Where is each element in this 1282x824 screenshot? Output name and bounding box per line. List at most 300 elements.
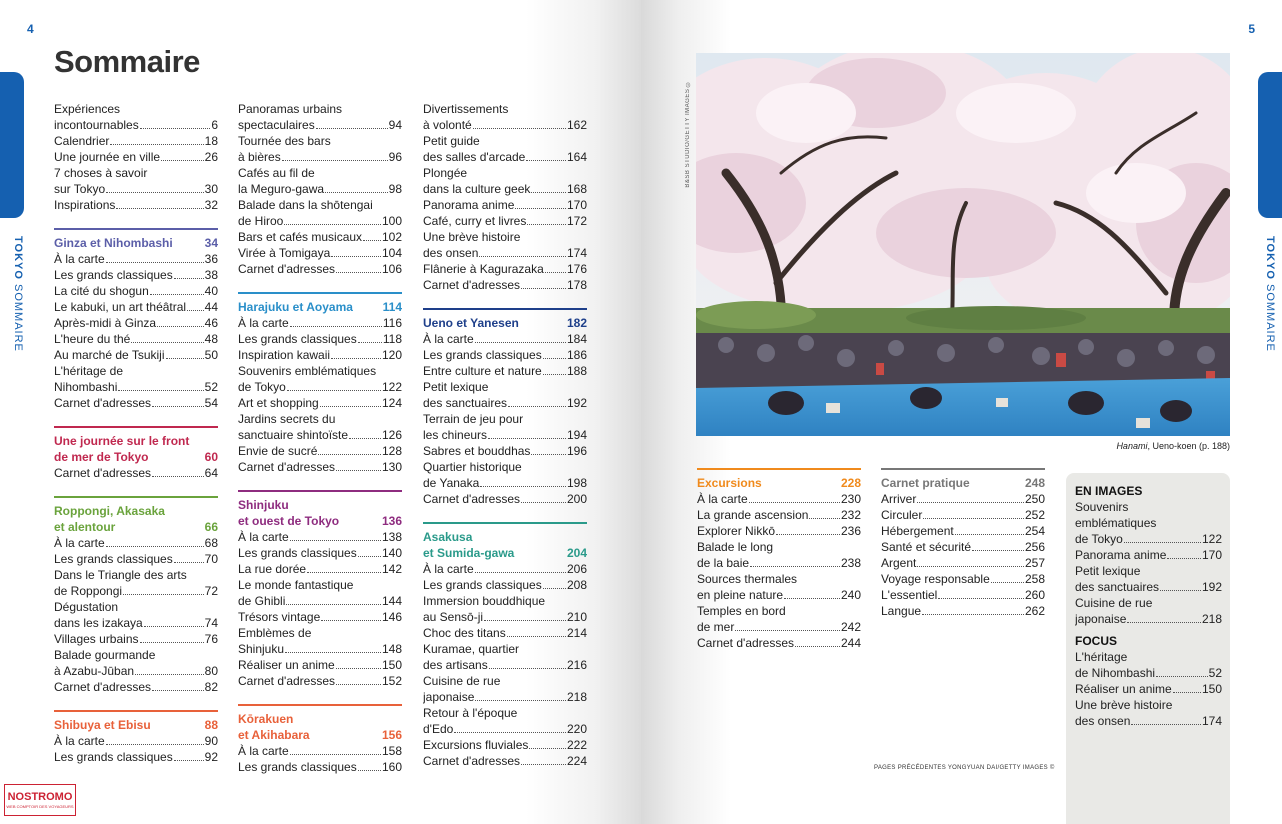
section-heading: Roppongi, Akasaka [54, 504, 165, 518]
entry-label: Panorama anime [1075, 548, 1167, 562]
toc-entry[interactable] [54, 165, 218, 181]
entry-label: L'essentiel [881, 588, 938, 602]
entry-label: Carnet d'adresses [238, 262, 336, 276]
toc-entry[interactable] [238, 459, 402, 475]
entry-page: 236 [840, 524, 861, 538]
toc-entry[interactable] [423, 673, 587, 689]
leader-dots [307, 572, 381, 573]
entry-page: 124 [381, 396, 402, 410]
toc-entry[interactable] [423, 625, 587, 641]
entry-page: 102 [381, 230, 402, 244]
entry-label: Les grands classiques [423, 578, 542, 592]
box-entry[interactable] [1075, 649, 1222, 665]
entry-label: Santé et sécurité [881, 540, 972, 554]
toc-section [54, 710, 218, 765]
toc-entry[interactable] [54, 315, 218, 331]
toc-entry[interactable] [54, 379, 218, 395]
leader-dots [331, 358, 381, 359]
entry-page: 192 [1201, 580, 1222, 594]
entry-label: Carnet d'adresses [54, 680, 152, 694]
entry-label: Temples en bord [697, 604, 786, 618]
section-heading: Shinjuku [238, 498, 289, 512]
toc-entry[interactable] [238, 561, 402, 577]
entry-label: à bières [238, 150, 281, 164]
toc-entry[interactable] [697, 587, 861, 603]
entry-label: Les grands classiques [238, 332, 357, 346]
leader-dots [336, 668, 381, 669]
section-heading: Kōrakuen [238, 712, 294, 726]
toc-entry[interactable] [697, 571, 861, 587]
toc-entry[interactable] [54, 197, 218, 213]
page-number: 5 [1248, 22, 1255, 36]
toc-entry[interactable] [238, 427, 402, 443]
leader-dots [106, 192, 204, 193]
section-heading: et Sumida-gawa 204 [423, 546, 587, 560]
toc-entry[interactable] [423, 347, 587, 363]
box-entry[interactable] [1075, 579, 1222, 595]
toc-entry[interactable] [881, 571, 1045, 587]
entry-page: 94 [388, 118, 402, 132]
toc-entry[interactable] [54, 679, 218, 695]
entry-label: Circuler [881, 508, 923, 522]
leader-dots [531, 192, 566, 193]
toc-entry[interactable] [423, 261, 587, 277]
toc-entry[interactable] [697, 619, 861, 635]
entry-label: Inspiration kawaii [238, 348, 331, 362]
entry-page: 120 [381, 348, 402, 362]
toc-entry[interactable] [697, 539, 861, 555]
toc-entry[interactable] [423, 657, 587, 673]
entry-label: sur Tokyo [54, 182, 106, 196]
toc-entry[interactable] [238, 379, 402, 395]
toc-entry[interactable] [423, 689, 587, 705]
leader-dots [174, 760, 204, 761]
box-entry[interactable] [1075, 665, 1222, 681]
toc-entry[interactable] [423, 277, 587, 293]
leader-dots [118, 390, 203, 391]
entry-label: des artisans [423, 658, 488, 672]
toc-entry[interactable] [238, 347, 402, 363]
entry-page: 198 [566, 476, 587, 490]
toc-entry[interactable] [238, 363, 402, 379]
entry-label: Choc des titans [423, 626, 506, 640]
toc-entry[interactable] [54, 251, 218, 267]
toc-entry[interactable] [423, 427, 587, 443]
entry-page: 164 [566, 150, 587, 164]
toc-entry[interactable] [881, 587, 1045, 603]
toc-entry[interactable] [423, 577, 587, 593]
entry-page: 258 [1024, 572, 1045, 586]
toc-section [238, 101, 402, 277]
toc-entry[interactable] [423, 753, 587, 769]
toc-entry[interactable] [54, 101, 218, 117]
leader-dots [358, 770, 381, 771]
section-page: 66 [204, 520, 218, 534]
toc-entry[interactable] [238, 673, 402, 689]
entry-page: 36 [204, 252, 218, 266]
leader-dots [174, 278, 204, 279]
entry-page: 168 [566, 182, 587, 196]
toc-entry[interactable] [238, 331, 402, 347]
toc-entry[interactable] [881, 539, 1045, 555]
entry-page: 96 [388, 150, 402, 164]
leader-dots [187, 310, 204, 311]
entry-label: Une brève histoire [1075, 698, 1173, 712]
toc-entry[interactable] [423, 101, 587, 117]
leader-dots [1124, 542, 1201, 543]
entry-label: Dans le Triangle des arts [54, 568, 187, 582]
entry-label: Petit guide [423, 134, 480, 148]
toc-entry[interactable] [54, 395, 218, 411]
entry-page: 72 [204, 584, 218, 598]
toc-entry[interactable] [423, 721, 587, 737]
toc-entry[interactable] [423, 197, 587, 213]
entry-label: Calendrier [54, 134, 110, 148]
toc-entry[interactable] [881, 491, 1045, 507]
toc-entry[interactable] [54, 363, 218, 379]
toc-entry[interactable] [238, 197, 402, 213]
entry-page: 184 [566, 332, 587, 346]
entry-label: La grande ascension [697, 508, 809, 522]
toc-entry[interactable] [54, 149, 218, 165]
leader-dots [922, 614, 1024, 615]
section-heading: Excursions 228 [697, 476, 861, 490]
toc-entry[interactable] [881, 603, 1045, 619]
box-entry[interactable] [1075, 563, 1222, 579]
toc-section [423, 308, 587, 507]
leader-dots [809, 518, 840, 519]
toc-entry[interactable] [697, 507, 861, 523]
entry-label: Souvenirs emblématiques [238, 364, 377, 378]
leader-dots [135, 674, 204, 675]
entry-page: 220 [566, 722, 587, 736]
entry-page: 232 [840, 508, 861, 522]
entry-page: 186 [566, 348, 587, 362]
toc-entry[interactable] [54, 133, 218, 149]
entry-label: Carnet d'adresses [423, 278, 521, 292]
leader-dots [1156, 676, 1208, 677]
entry-label: Terrain de jeu pour [423, 412, 524, 426]
entry-page: 250 [1024, 492, 1045, 506]
toc-entry[interactable] [238, 149, 402, 165]
box-entry[interactable] [1075, 697, 1222, 713]
entry-label: à Azabu-Jūban [54, 664, 135, 678]
toc-entry[interactable] [238, 743, 402, 759]
toc-entry[interactable] [54, 331, 218, 347]
side-label: TOKYO SOMMAIRE [1264, 236, 1276, 352]
toc-entry[interactable] [238, 657, 402, 673]
toc-entry[interactable] [54, 647, 218, 663]
leader-dots [521, 502, 566, 503]
entry-label: Carnet d'adresses [423, 754, 521, 768]
toc-column-2 [238, 101, 402, 775]
toc-entry[interactable] [54, 663, 218, 679]
toc-entry[interactable] [423, 705, 587, 721]
entry-label: Voyage responsable [881, 572, 990, 586]
toc-entry[interactable] [423, 245, 587, 261]
leader-dots [923, 518, 1024, 519]
toc-entry[interactable] [238, 625, 402, 641]
special-features-box [1066, 473, 1230, 824]
entry-page: 44 [204, 300, 218, 314]
entry-page: 32 [204, 198, 218, 212]
toc-entry[interactable] [54, 299, 218, 315]
toc-entry[interactable] [423, 213, 587, 229]
entry-label: d'Edo [423, 722, 454, 736]
toc-entry[interactable] [881, 507, 1045, 523]
entry-page: 76 [204, 632, 218, 646]
entry-page: 80 [204, 664, 218, 678]
entry-page: 262 [1024, 604, 1045, 618]
entry-label: Le kabuki, un art théâtral [54, 300, 187, 314]
toc-entry[interactable] [423, 737, 587, 753]
leader-dots [508, 406, 566, 407]
entry-label: À la carte [238, 316, 289, 330]
leader-dots [795, 646, 840, 647]
toc-entry[interactable] [238, 529, 402, 545]
box-entry[interactable] [1075, 595, 1222, 611]
box-entry[interactable] [1075, 515, 1222, 531]
leader-dots [161, 160, 204, 161]
entry-page: 40 [204, 284, 218, 298]
leader-dots [972, 550, 1024, 551]
toc-entry[interactable] [54, 551, 218, 567]
toc-entry[interactable] [54, 535, 218, 551]
toc-entry[interactable] [238, 165, 402, 181]
box-entry[interactable] [1075, 531, 1222, 547]
toc-entry[interactable] [423, 363, 587, 379]
toc-entry[interactable] [54, 599, 218, 615]
leader-dots [515, 208, 566, 209]
entry-label: emblématiques [1075, 516, 1157, 530]
leader-dots [521, 764, 566, 765]
toc-entry[interactable] [423, 181, 587, 197]
entry-page: 64 [204, 466, 218, 480]
toc-entry[interactable] [238, 181, 402, 197]
toc-entry[interactable] [238, 101, 402, 117]
toc-entry[interactable] [423, 133, 587, 149]
leader-dots [1131, 724, 1201, 725]
toc-entry[interactable] [697, 555, 861, 571]
toc-entry[interactable] [881, 555, 1045, 571]
toc-entry[interactable] [423, 229, 587, 245]
entry-label: dans les izakaya [54, 616, 143, 630]
toc-entry[interactable] [697, 523, 861, 539]
leader-dots [527, 224, 566, 225]
toc-entry[interactable] [238, 609, 402, 625]
entry-page: 216 [566, 658, 587, 672]
toc-entry[interactable] [423, 379, 587, 395]
entry-page: 174 [566, 246, 587, 260]
entry-label: Petit lexique [423, 380, 489, 394]
side-tab [0, 72, 24, 218]
entry-label: Cafés au fil de [238, 166, 315, 180]
entry-page: 257 [1024, 556, 1045, 570]
leader-dots [917, 502, 1024, 503]
section-heading: Ginza et Nihombashi 34 [54, 236, 218, 250]
box-entry[interactable] [1075, 713, 1222, 729]
toc-entry[interactable] [238, 759, 402, 775]
entry-label: Arriver [881, 492, 917, 506]
toc-section [54, 426, 218, 481]
right-page [641, 0, 1282, 824]
toc-entry[interactable] [423, 165, 587, 181]
entry-label: Réaliser un anime [238, 658, 335, 672]
box-heading: FOCUS [1075, 634, 1117, 648]
entry-page: 126 [381, 428, 402, 442]
toc-entry[interactable] [54, 347, 218, 363]
toc-entry[interactable] [238, 443, 402, 459]
toc-entry[interactable] [697, 491, 861, 507]
toc-entry[interactable] [54, 615, 218, 631]
toc-entry[interactable] [697, 635, 861, 651]
toc-entry[interactable] [423, 459, 587, 475]
entry-label: Carnet d'adresses [54, 396, 152, 410]
toc-entry[interactable] [54, 117, 218, 133]
toc-entry[interactable] [54, 181, 218, 197]
entry-label: Langue [881, 604, 922, 618]
entry-page: 118 [382, 332, 402, 346]
entry-label: Panoramas urbains [238, 102, 343, 116]
toc-column-4 [697, 468, 861, 651]
entry-label: Expériences [54, 102, 121, 116]
leader-dots [140, 642, 204, 643]
leader-dots [475, 572, 566, 573]
toc-entry[interactable] [54, 465, 218, 481]
toc-entry[interactable] [238, 213, 402, 229]
leader-dots [735, 630, 840, 631]
entry-label: À la carte [423, 562, 474, 576]
box-entry[interactable] [1075, 611, 1222, 627]
toc-entry[interactable] [238, 245, 402, 261]
entry-label: sanctuaire shintoïste [238, 428, 349, 442]
toc-entry[interactable] [238, 133, 402, 149]
toc-entry[interactable] [238, 577, 402, 593]
entry-page: 194 [566, 428, 587, 442]
entry-page: 148 [381, 642, 402, 656]
box-entry[interactable] [1075, 499, 1222, 515]
entry-label: À la carte [423, 332, 474, 346]
box-entry[interactable] [1075, 681, 1222, 697]
toc-entry[interactable] [423, 443, 587, 459]
leader-dots [290, 326, 382, 327]
entry-page: 52 [204, 380, 218, 394]
toc-section [54, 228, 218, 411]
toc-entry[interactable] [238, 229, 402, 245]
entry-label: Excursions fluviales [423, 738, 529, 752]
toc-entry[interactable] [54, 631, 218, 647]
entry-page: 122 [1201, 532, 1222, 546]
entry-label: Carnet d'adresses [238, 674, 336, 688]
leader-dots [991, 582, 1024, 583]
entry-label: au Sensō-ji [423, 610, 484, 624]
toc-entry[interactable] [423, 411, 587, 427]
toc-entry[interactable] [54, 283, 218, 299]
entry-label: À la carte [238, 744, 289, 758]
entry-page: 158 [381, 744, 402, 758]
toc-entry[interactable] [238, 411, 402, 427]
entry-page: 82 [204, 680, 218, 694]
toc-entry[interactable] [54, 749, 218, 765]
entry-page: 140 [381, 546, 402, 560]
toc-entry[interactable] [54, 733, 218, 749]
entry-label: des sanctuaires [423, 396, 508, 410]
toc-entry[interactable] [238, 117, 402, 133]
leader-dots [285, 652, 381, 653]
entry-page: 146 [381, 610, 402, 624]
entry-label: Souvenirs [1075, 500, 1129, 514]
entry-page: 178 [566, 278, 587, 292]
toc-entry[interactable] [423, 331, 587, 347]
entry-label: Tournée des bars [238, 134, 331, 148]
leader-dots [938, 598, 1024, 599]
toc-entry[interactable] [423, 641, 587, 657]
leader-dots [489, 668, 566, 669]
toc-column-1 [54, 101, 218, 765]
toc-entry[interactable] [423, 475, 587, 491]
entry-label: les chineurs [423, 428, 488, 442]
toc-entry[interactable] [238, 395, 402, 411]
toc-entry[interactable] [423, 149, 587, 165]
entry-page: 152 [381, 674, 402, 688]
entry-label: de Nihombashi [1075, 666, 1156, 680]
entry-label: Shinjuku [238, 642, 285, 656]
toc-entry[interactable] [54, 567, 218, 583]
toc-entry[interactable] [423, 561, 587, 577]
toc-entry[interactable] [54, 267, 218, 283]
toc-entry[interactable] [238, 641, 402, 657]
toc-entry[interactable] [238, 545, 402, 561]
leader-dots [166, 358, 204, 359]
entry-page: 242 [840, 620, 861, 634]
section-page: 136 [381, 514, 402, 528]
entry-label: de Tokyo [238, 380, 286, 394]
entry-page: 240 [840, 588, 861, 602]
toc-entry[interactable] [881, 523, 1045, 539]
toc-entry[interactable] [423, 395, 587, 411]
leader-dots [318, 454, 381, 455]
toc-entry[interactable] [238, 261, 402, 277]
entry-label: de la baie [697, 556, 750, 570]
entry-page: 104 [381, 246, 402, 260]
entry-label: Les grands classiques [54, 268, 173, 282]
toc-entry[interactable] [423, 491, 587, 507]
entry-label: À la carte [54, 536, 105, 550]
entry-page: 30 [204, 182, 218, 196]
entry-label: Quartier historique [423, 460, 522, 474]
entry-label: spectaculaires [238, 118, 315, 132]
leader-dots [473, 128, 566, 129]
toc-entry[interactable] [423, 609, 587, 625]
leader-dots [152, 476, 204, 477]
toc-entry[interactable] [697, 603, 861, 619]
toc-section [238, 490, 402, 689]
entry-label: Nihombashi [54, 380, 118, 394]
section-heading: et ouest de Tokyo 136 [238, 514, 402, 528]
entry-label: des onsen [423, 246, 479, 260]
toc-entry[interactable] [54, 583, 218, 599]
entry-label: Envie de sucré [238, 444, 318, 458]
toc-entry[interactable] [423, 593, 587, 609]
toc-entry[interactable] [238, 593, 402, 609]
entry-label: Panorama anime [423, 198, 515, 212]
box-entry[interactable] [1075, 547, 1222, 563]
leader-dots [152, 406, 204, 407]
toc-entry[interactable] [423, 117, 587, 133]
leader-dots [331, 256, 381, 257]
entry-label: Sabres et bouddhas [423, 444, 531, 458]
toc-entry[interactable] [238, 315, 402, 331]
